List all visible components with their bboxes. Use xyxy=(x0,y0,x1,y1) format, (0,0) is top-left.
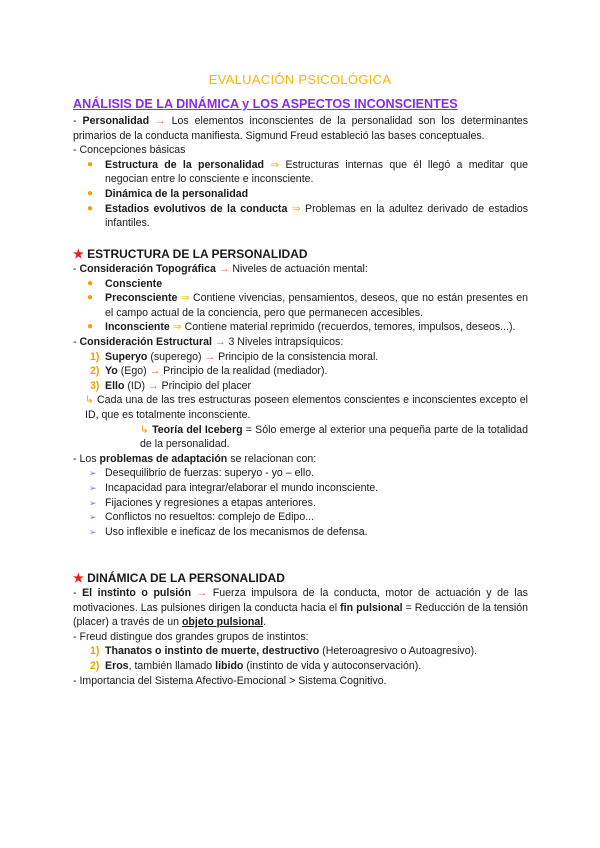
note-iceberg: ↳ Teoría del Iceberg = Sólo emerge al exterior una pequeña parte de la totalidad de la personalidad. xyxy=(140,423,528,451)
intro-block xyxy=(73,114,528,231)
problemas-paragraph: - Los problemas de adaptación se relacionan con: xyxy=(73,452,317,465)
bullet-icon: ● xyxy=(87,292,94,304)
bullet-icon: ● xyxy=(87,321,94,333)
arrow-icon: → xyxy=(196,587,208,599)
document-subtitle: ANÁLISIS DE LA DINÁMICA y LOS ASPECTOS INCONSCIENTES xyxy=(73,97,458,111)
list-item: ➢ Fijaciones y regresiones a etapas anteriores. xyxy=(89,496,316,509)
intro-concepciones: - Concepciones básicas xyxy=(73,144,186,157)
list-item: 1) Thanatos o instinto de muerte, destructivo (Heteroagresivo o Autoagresivo). xyxy=(90,645,478,658)
list-item: ● Inconsciente ⇒ Contiene material reprimido (recuerdos, temores, impulsos, deseos...). xyxy=(87,321,516,334)
triangle-bullet-icon: ➢ xyxy=(89,468,97,479)
triangle-bullet-icon: ➢ xyxy=(89,526,97,537)
list-item: ● Estadios evolutivos de la conducta ⇒ Problemas en la adultez derivado de estadios infantiles. xyxy=(87,202,529,230)
section-dinamica xyxy=(73,570,528,688)
arrow-icon: → xyxy=(214,335,226,348)
arrow-icon: → xyxy=(148,379,159,392)
list-item: ➢ Conflictos no resueltos: complejo de Edipo... xyxy=(89,511,315,524)
arrow-icon: → xyxy=(155,115,166,127)
triangle-bullet-icon: ➢ xyxy=(89,482,97,493)
topografica-paragraph: - Consideración Topográfica → Niveles de actuación mental: xyxy=(73,263,368,275)
double-arrow-icon: ⇒ xyxy=(291,202,301,215)
double-arrow-icon: ⇒ xyxy=(180,292,190,305)
double-arrow-icon: ⇒ xyxy=(172,321,182,334)
list-item: ● Dinámica de la personalidad xyxy=(87,187,249,200)
arrow-icon: → xyxy=(204,350,216,363)
star-icon: ★ xyxy=(73,247,84,261)
list-item: 1) Superyo (superego) → Principio de la consistencia moral. xyxy=(90,350,379,363)
section-heading: ★ DINÁMICA DE LA PERSONALIDAD xyxy=(73,571,285,585)
list-item: ● Estructura de la personalidad ⇒ Estructuras internas que él llegó a meditar que negocian entre lo consciente e inconsciente. xyxy=(87,158,528,186)
estructural-paragraph: - Consideración Estructural → 3 Niveles intrapsíquicos: xyxy=(73,335,344,348)
hook-arrow-icon: ↳ xyxy=(85,394,94,407)
double-arrow-icon: ⇒ xyxy=(270,158,280,171)
bullet-icon: ● xyxy=(87,202,94,214)
list-item: ➢ Desequilibrio de fuerzas: superyo - yo – ello. xyxy=(89,467,315,480)
importancia-paragraph: - Importancia del Sistema Afectivo-Emocional > Sistema Cognitivo. xyxy=(73,674,387,687)
freud-paragraph: - Freud distingue dos grandes grupos de instintos: xyxy=(73,630,309,643)
list-item: ➢ Incapacidad para integrar/elaborar el mundo inconsciente. xyxy=(89,481,379,494)
arrow-icon: → xyxy=(218,263,230,275)
list-item: ➢ Uso inflexible e ineficaz de los mecanismos de defensa. xyxy=(89,525,368,538)
arrow-icon: → xyxy=(149,365,161,378)
list-item: 2) Yo (Ego) → Principio de la realidad (mediador). xyxy=(90,365,328,378)
hook-arrow-icon: ↳ xyxy=(140,423,149,436)
document-title: EVALUACIÓN PSICOLÓGICA xyxy=(208,72,392,87)
bullet-icon: ● xyxy=(87,277,94,289)
note-paragraph: ↳ Cada una de las tres estructuras poseen elementos conscientes e inconscientes excepto el ID, que es totalmente inconsciente. xyxy=(85,394,528,421)
list-item: ● Preconsciente ⇒ Contiene vivencias, pensamientos, deseos, que no están presentes en el campo actual de la conciencia, pero que permanecen accesibles. xyxy=(87,292,528,319)
instinto-paragraph: - El instinto o pulsión → Fuerza impulsora de la conducta, motor de actuación y de las motivaciones. Las pulsiones dirigen la conducta hacia el fin pulsional = Reducción de la tensión (placer) a través de un objeto pulsional. xyxy=(73,587,528,629)
intro-paragraph-personalidad: - Personalidad → Los elementos inconscientes de la personalidad son los determinantes primarios de la conducta manifiesta. Sigmund Freud estableció las bases conceptuales. xyxy=(73,115,528,142)
list-item: 2) Eros, también llamado libido (instinto de vida y autoconservación). xyxy=(90,659,422,672)
star-icon: ★ xyxy=(73,571,84,585)
term-personalidad: Personalidad xyxy=(82,115,150,127)
section-estructura xyxy=(73,246,528,539)
list-item: 3) Ello (ID) → Principio del placer xyxy=(90,379,252,392)
bullet-icon: ● xyxy=(87,158,94,170)
section-heading: ★ ESTRUCTURA DE LA PERSONALIDAD xyxy=(73,247,308,261)
triangle-bullet-icon: ➢ xyxy=(89,497,97,508)
triangle-bullet-icon: ➢ xyxy=(89,512,97,523)
list-item: ● Consciente xyxy=(87,277,163,290)
bullet-icon: ● xyxy=(87,187,94,199)
